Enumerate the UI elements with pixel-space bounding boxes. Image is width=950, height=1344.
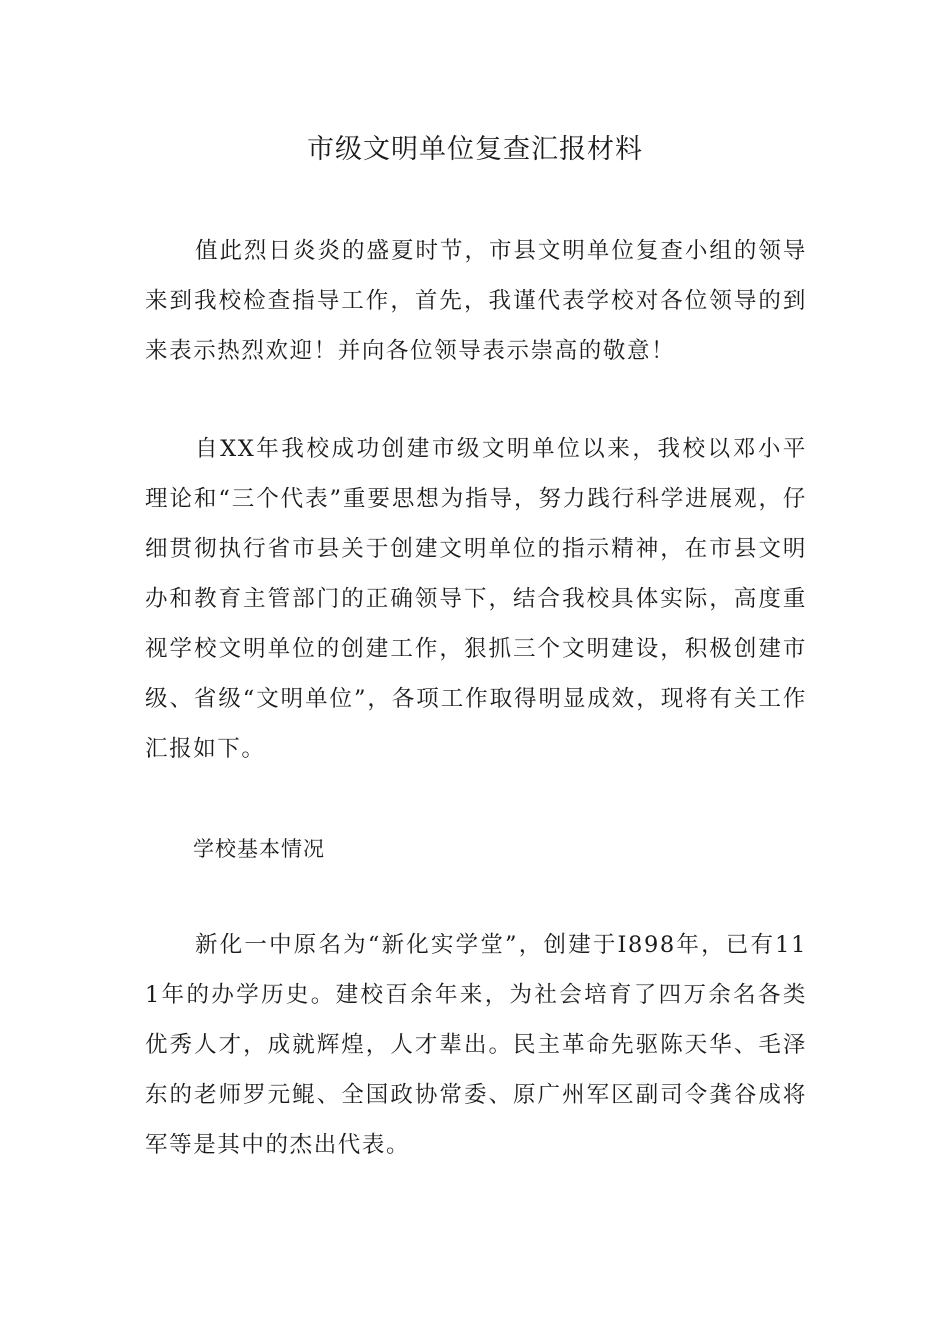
section-heading: 学校基本情况	[193, 837, 325, 861]
intro-paragraph: 值此烈日炎炎的盛夏时节，市县文明单位复查小组的领导来到我校检查指导工作，首先，我谨代表学校对各位领导的到来表示热烈欢迎！并向各位领导表示崇高的敬意！	[145, 238, 807, 364]
school-history-paragraph: 新化一中原名为“新化实学堂”，创建于I898年，已有111年的办学历史。建校百余年来，为社会培育了四万余名各类优秀人才，成就辉煌，人才辈出。民主革命先驱陈天华、毛泽东的老师罗元鲲、全国政协常委、原广州军区副司令龚谷成将军等是其中的杰出代表。	[145, 932, 807, 1158]
background-paragraph: 自XX年我校成功创建市级文明单位以来，我校以邓小平理论和“三个代表”重要思想为指导，努力践行科学进展观，仔细贯彻执行省市县关于创建文明单位的指示精神，在市县文明办和教育主管部门的正确领导下，结合我校具体实际，高度重视学校文明单位的创建工作，狠抓三个文明建设，积极创建市级、省级“文明单位”，各项工作取得明显成效，现将有关工作汇报如下。	[145, 436, 807, 762]
document-title: 市级文明单位复查汇报材料	[307, 134, 643, 165]
